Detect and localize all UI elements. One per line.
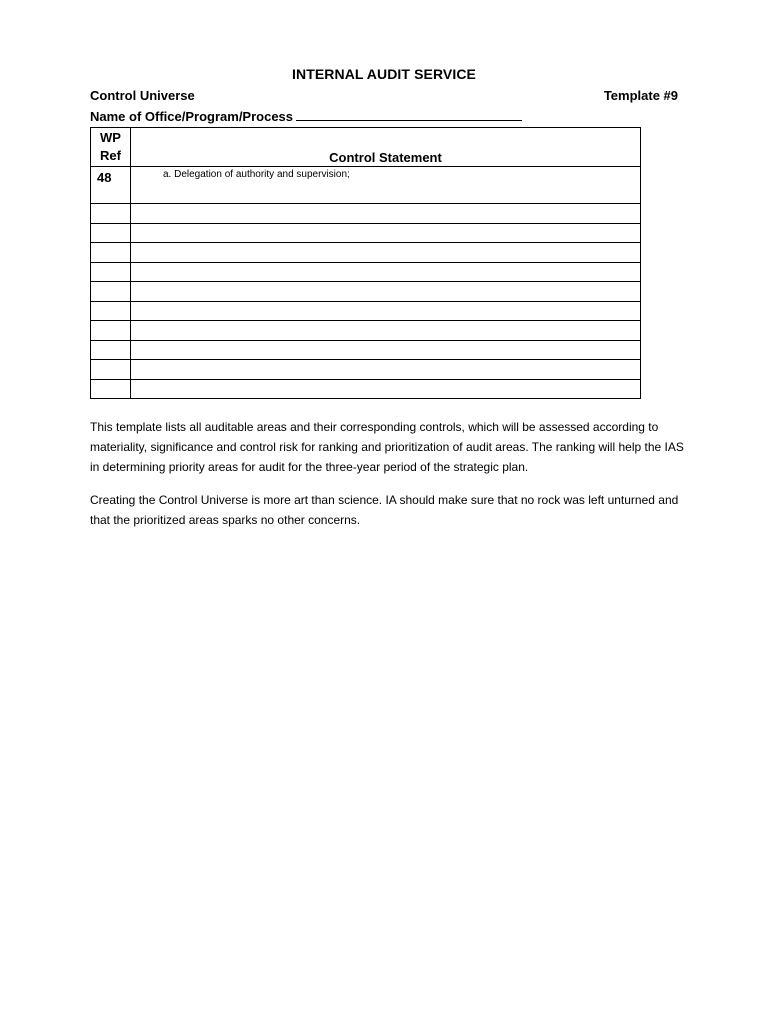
wp-ref-cell xyxy=(91,204,131,224)
control-statement-cell: a. Delegation of authority and supervision; xyxy=(131,167,641,204)
wp-ref-header-line1: WP xyxy=(100,130,121,145)
table-row xyxy=(91,360,641,380)
description-paragraph: This template lists all auditable areas and their corresponding controls, which will be assessed according to materiality, significance and control risk for ranking and prioritization of audit areas. The ranking will help the IAS in determining priority areas for audit for the three-year period of the strategic plan. xyxy=(90,420,684,474)
office-name-blank xyxy=(296,107,522,121)
wp-ref-cell xyxy=(91,321,131,341)
office-name-label: Name of Office/Program/Process xyxy=(90,109,294,124)
table-row xyxy=(91,223,641,243)
wp-ref-header-line2: Ref xyxy=(100,148,121,163)
table-row xyxy=(91,204,641,224)
control-statement-cell xyxy=(131,340,641,360)
wp-ref-cell xyxy=(91,282,131,302)
control-statement-cell xyxy=(131,223,641,243)
wp-ref-cell xyxy=(91,379,131,399)
office-name-line xyxy=(90,107,522,124)
table-row xyxy=(91,167,641,204)
control-statement-cell xyxy=(131,321,641,341)
table-row xyxy=(91,243,641,263)
control-statement-cell xyxy=(131,301,641,321)
page-title: INTERNAL AUDIT SERVICE xyxy=(292,66,476,82)
subtitle: Control Universe xyxy=(90,88,195,103)
note-paragraph: Creating the Control Universe is more art than science. IA should make sure that no rock was left unturned and that the prioritized areas sparks no other concerns. xyxy=(90,493,679,527)
control-statement-cell xyxy=(131,379,641,399)
table-header-row xyxy=(91,128,641,167)
wp-ref-cell xyxy=(91,223,131,243)
table-row xyxy=(91,379,641,399)
table-row xyxy=(91,340,641,360)
wp-ref-cell xyxy=(91,360,131,380)
control-statement-cell xyxy=(131,282,641,302)
template-number: Template #9 xyxy=(603,88,678,103)
table-row xyxy=(91,282,641,302)
control-statement-cell xyxy=(131,204,641,224)
wp-ref-cell xyxy=(91,262,131,282)
table-row xyxy=(91,321,641,341)
control-statement-cell xyxy=(131,243,641,263)
wp-ref-cell xyxy=(91,340,131,360)
wp-ref-cell: 48 xyxy=(91,167,131,204)
wp-ref-header xyxy=(91,128,131,167)
control-statement-header: Control Statement xyxy=(131,128,641,167)
control-statement-cell xyxy=(131,360,641,380)
control-statement-cell xyxy=(131,262,641,282)
wp-ref-cell xyxy=(91,243,131,263)
wp-ref-cell xyxy=(91,301,131,321)
control-table xyxy=(90,127,641,399)
table-row xyxy=(91,262,641,282)
table-row xyxy=(91,301,641,321)
